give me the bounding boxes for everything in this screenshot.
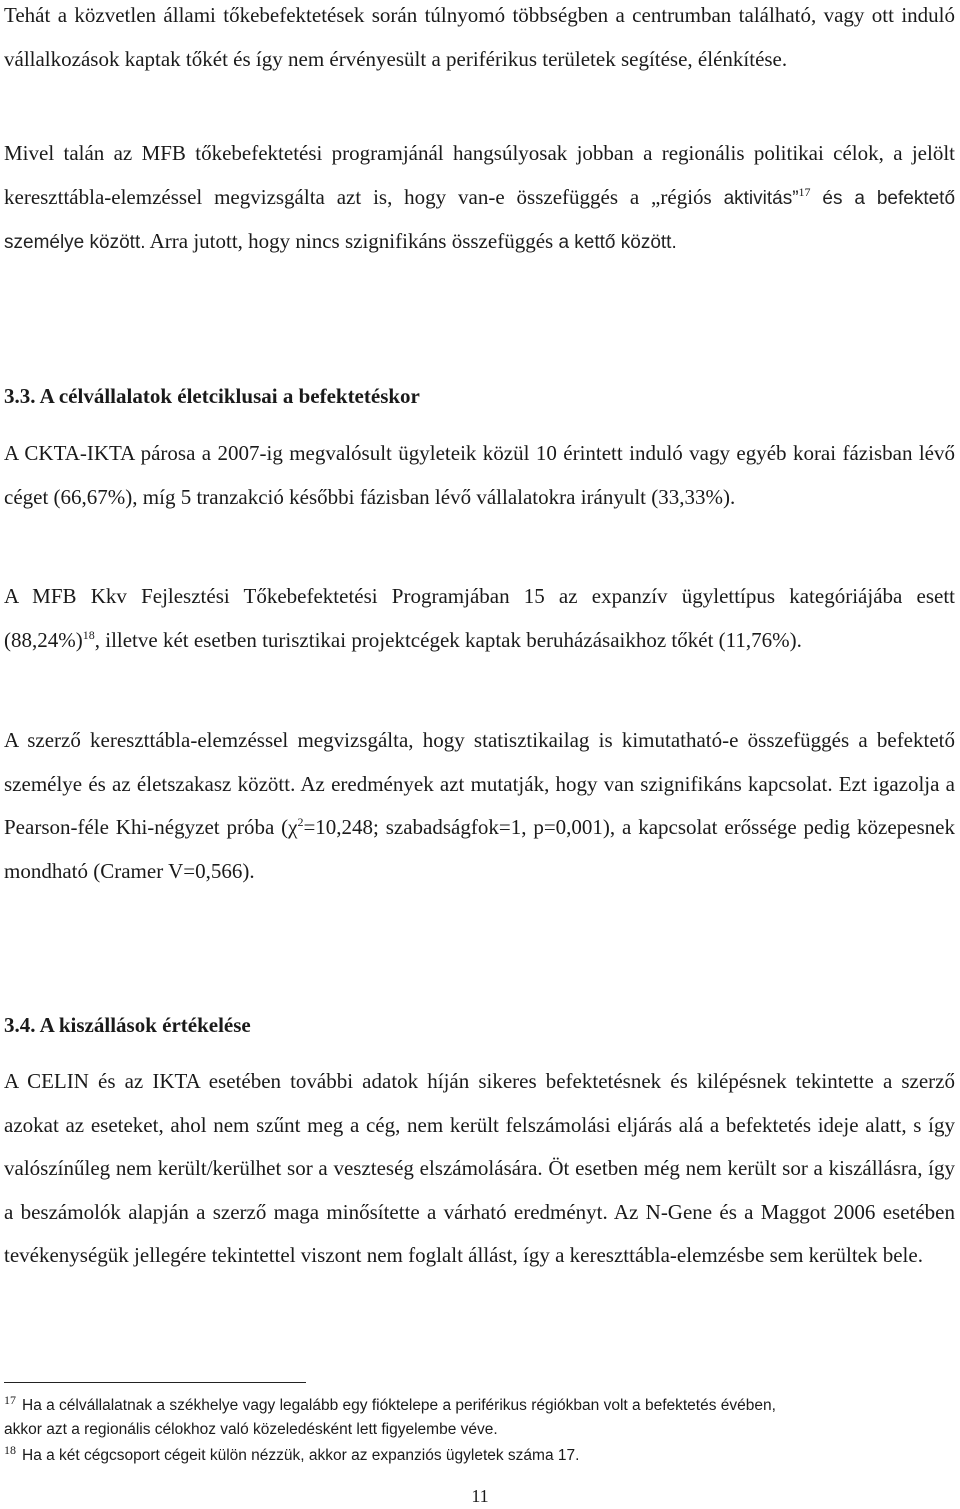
sans-text: a kettő között.: [558, 232, 677, 253]
footnote-ref-18: 18: [82, 627, 95, 642]
paragraph-exits: [4, 1060, 955, 1278]
footnote-separator: [4, 1382, 306, 1383]
paragraph-text: Arra jutott, hogy nincs szignifikáns összefüggés: [149, 229, 554, 253]
paragraph-centrum: [4, 0, 955, 81]
section-heading-3-4: 3.4. A kiszállások értékelése: [4, 1013, 251, 1037]
paragraph-mfb-kkv: [4, 575, 955, 662]
paragraph-chi-square: [4, 719, 955, 893]
paragraph-text: , illetve két esetben turisztikai projektcégek kaptak beruházásaikhoz tőkét (11,76%).: [94, 627, 802, 652]
footnote-17: [4, 1393, 955, 1441]
paragraph-text: =10,248; szabadságfok=1, p=0,001), a kapcsolat erőssége pedig közepesnek mondható (Cramer V=0,566).: [4, 815, 955, 883]
sans-text: aktivitás”: [723, 187, 799, 209]
footnote-18: [4, 1443, 955, 1467]
footnote-number: 17: [4, 1392, 16, 1407]
superscript-2: 2: [297, 815, 304, 829]
paragraph-mfb-regional: [4, 132, 955, 265]
footnote-number: 18: [4, 1442, 16, 1457]
page-number: 11: [471, 1486, 489, 1506]
sans-text: és a befektető személye között.: [4, 187, 956, 253]
section-heading-3-3: 3.3. A célvállalatok életciklusai a befektetéskor: [4, 384, 420, 408]
paragraph-text: A CELIN és az IKTA esetében további adatok híján sikeres befektetésnek és kilépésnek tekintette a szerző azokat az eseteket, ahol nem szűnt meg a cég, nem került felszámolási eljárás alá a befektetés ideje alatt, s így valószínűleg nem került/kerülhet sor a veszteség elszámolására. Öt esetben még nem került sor a kiszállásra, így a beszámolók alapján a szerző maga minősítette a várható eredményt. Az N-Gene és a Maggot 2006 esetében tevékenységük jellegére tekintettel viszont nem foglalt állást, így a kereszttábla-elemzésbe sem kerültek bele.: [4, 1069, 955, 1267]
paragraph-text: Mivel talán az MFB tőkebefektetési programjánál hangsúlyosak jobban a regionális politikai célok, a jelölt kereszttábla-elemzéssel megvizsgálta azt is, hogy van-e összefüggés a „régiós: [4, 141, 955, 209]
paragraph-text: Tehát a közvetlen állami tőkebefektetések során túlnyomó többségben a centrumban található, vagy ott induló vállalkozások kaptak tőkét és így nem érvényesült a periférikus területek segítése, élénkítése.: [4, 3, 955, 71]
paragraph-text: A CKTA-IKTA párosa a 2007-ig megvalósult ügyleteik közül 10 érintett induló vagy egyéb korai fázisban lévő céget (66,67%), míg 5 tranzakció későbbi fázisban lévő vállalatokra irányult (33,33%).: [4, 441, 955, 509]
footnote-ref-17: 17: [798, 184, 811, 199]
footnote-text: akkor azt a regionális célokhoz való közeledésként lett figyelembe véve.: [4, 1421, 498, 1438]
footnote-text: Ha a két cégcsoport cégeit külön nézzük, akkor az expanziós ügyletek száma 17.: [22, 1447, 580, 1464]
paragraph-text: A szerző kereszttábla-elemzéssel megvizsgálta, hogy statisztikailag is kimutatható-e összefüggés a befektető személye és az életszakasz között. Az eredmények azt mutatják, hogy van szignifikáns kapcsolat. Ezt igazolja a Pearson-féle Khi-négyzet próba (χ: [4, 728, 955, 839]
paragraph-text: A MFB Kkv Fejlesztési Tőkebefektetési Programjában 15 az expanzív ügylettípus kategóriájába esett (88,24%): [4, 584, 955, 652]
paragraph-ckta-ikta: [4, 432, 955, 519]
footnote-text: Ha a célvállalatnak a székhelye vagy legalább egy fióktelepe a periférikus régiókban volt a befektetés évében,: [22, 1397, 776, 1414]
